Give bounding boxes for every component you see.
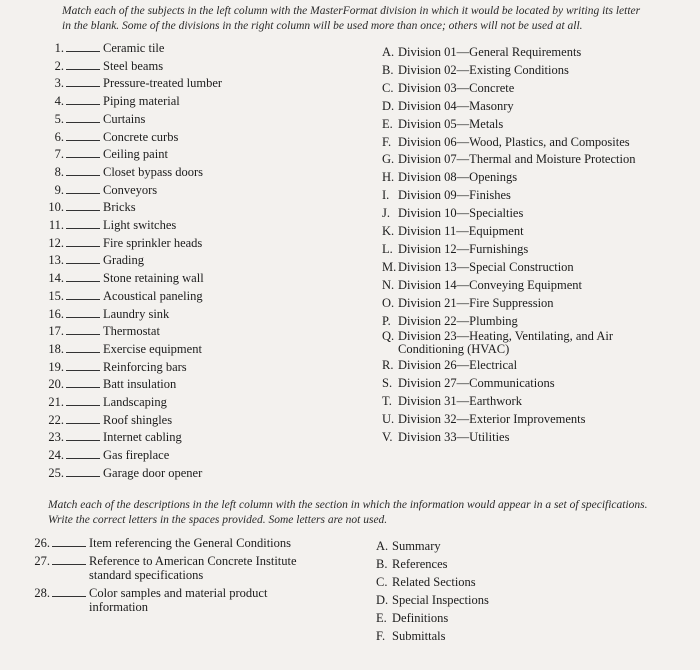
question-text: Steel beams (103, 58, 164, 73)
answer-blank[interactable] (66, 429, 100, 441)
question-text: Gas fireplace (103, 448, 170, 463)
section-option (376, 592, 489, 608)
division-option (382, 259, 574, 275)
option-letter: H. (382, 170, 395, 185)
question-number: 8. (54, 164, 64, 179)
option-letter: I. (382, 188, 390, 203)
option-letter: E. (376, 611, 387, 625)
option-text: Division 32—Exterior Improvements (398, 412, 586, 426)
question-number: 13. (48, 253, 64, 268)
division-option (382, 116, 503, 132)
option-letter: E. (382, 116, 393, 131)
option-letter: M. (382, 259, 397, 274)
option-text: Division 05—Metals (398, 116, 504, 131)
option-text: Division 01—General Requirements (398, 45, 582, 59)
answer-blank[interactable] (66, 465, 100, 477)
option-letter: Q. (382, 329, 395, 344)
option-letter: V. (382, 429, 393, 444)
division-option (382, 393, 522, 409)
answer-blank[interactable] (66, 252, 100, 264)
answer-blank[interactable] (52, 553, 86, 565)
option-letter: C. (376, 575, 388, 589)
question-text: Bricks (103, 200, 136, 215)
answer-blank[interactable] (66, 93, 100, 105)
question-text: Garage door opener (103, 465, 203, 480)
question-text: Batt insulation (103, 377, 177, 392)
answer-blank[interactable] (66, 217, 100, 229)
question-number: 18. (48, 341, 64, 356)
question-text: Thermostat (103, 324, 160, 339)
answer-blank[interactable] (66, 394, 100, 406)
question-row (42, 58, 163, 74)
option-text: Division 03—Concrete (398, 80, 515, 95)
question-number: 3. (54, 76, 64, 91)
option-text: Division 12—Furnishings (398, 241, 529, 256)
answer-blank[interactable] (66, 75, 100, 87)
division-option (382, 375, 555, 391)
question-text: Reference to American Concrete Institute (89, 554, 297, 568)
option-letter: J. (382, 206, 390, 221)
option-text: Division 07—Thermal and Moisture Protection (398, 152, 636, 167)
option-letter: D. (376, 593, 389, 607)
answer-blank[interactable] (66, 58, 100, 70)
division-option (382, 80, 514, 96)
answer-blank[interactable] (66, 270, 100, 282)
question-row (42, 40, 164, 56)
answer-blank[interactable] (66, 164, 100, 176)
option-letter: N. (382, 277, 395, 292)
question-number: 21. (48, 395, 64, 409)
division-option (382, 187, 511, 203)
question-row (42, 465, 202, 481)
option-letter: K. (382, 224, 395, 238)
question-text: Ceiling paint (103, 147, 168, 162)
option-letter: F. (376, 629, 386, 643)
question-text: Concrete curbs (103, 129, 179, 144)
option-text: Division 14—Conveying Equipment (398, 277, 583, 292)
answer-blank[interactable] (52, 535, 86, 547)
option-letter: A. (382, 45, 395, 59)
answer-blank[interactable] (66, 306, 100, 318)
option-text-continued: Conditioning (HVAC) (398, 342, 510, 357)
option-text: Division 04—Masonry (398, 98, 514, 113)
division-option (382, 44, 581, 60)
answer-blank[interactable] (66, 199, 100, 211)
answer-blank[interactable] (66, 412, 100, 424)
question-row (42, 394, 167, 410)
option-text: Summary (392, 539, 441, 553)
question-text: Curtains (103, 111, 146, 126)
option-text: Division 27—Communications (398, 376, 555, 391)
option-letter: U. (382, 412, 395, 426)
question-row (42, 429, 182, 445)
question-text: Piping material (103, 94, 180, 109)
answer-blank[interactable] (66, 146, 100, 158)
question-text: Light switches (103, 218, 177, 232)
option-text: Division 11—Equipment (398, 224, 524, 238)
question-number: 24. (48, 448, 64, 463)
question-number: 12. (48, 235, 64, 250)
question-row (42, 288, 203, 304)
question-row (42, 93, 180, 109)
option-text: Division 33—Utilities (398, 429, 510, 444)
question-row (42, 164, 203, 180)
question-row (42, 199, 136, 215)
question-text: Grading (103, 253, 144, 268)
option-text: Division 26—Electrical (398, 358, 518, 373)
question-number: 2. (54, 58, 64, 73)
division-option (382, 223, 524, 239)
answer-blank[interactable] (66, 182, 100, 194)
question-text-continued: information (89, 600, 149, 614)
question-text: Laundry sink (103, 306, 170, 321)
division-option (382, 277, 582, 293)
division-option (382, 151, 635, 167)
question-row (28, 535, 291, 550)
division-option (382, 429, 509, 445)
division-option (382, 330, 613, 356)
option-text: Division 22—Plumbing (398, 313, 518, 328)
division-option (382, 134, 630, 150)
option-text: Submittals (392, 629, 446, 643)
question-number: 9. (54, 182, 64, 197)
question-row (28, 553, 297, 582)
question-text: Closet bypass doors (103, 164, 203, 179)
question-text: Landscaping (103, 395, 167, 409)
option-letter: C. (382, 80, 394, 95)
question-text: Stone retaining wall (103, 271, 204, 286)
question-row (42, 376, 176, 392)
question-row (42, 75, 222, 91)
section-option (376, 538, 441, 554)
question-number: 10. (48, 200, 64, 215)
question-text: Fire sprinkler heads (103, 235, 203, 250)
division-option (382, 62, 569, 78)
question-number: 16. (48, 306, 64, 321)
question-text: Conveyors (103, 182, 158, 197)
answer-blank[interactable] (66, 341, 100, 353)
question-row (42, 182, 157, 198)
question-text: Reinforcing bars (103, 359, 187, 374)
question-number: 17. (48, 324, 64, 339)
question-number: 7. (54, 147, 64, 162)
section1-instructions: Match each of the subjects in the left column with the MasterFormat division in which it would be located by writing its letter in the blank. Some of the divisions in the right column will be used more than once; others will not be used at all. (62, 5, 641, 32)
division-option (382, 98, 514, 114)
question-number: 19. (48, 359, 64, 374)
division-option (382, 357, 517, 373)
question-number: 20. (48, 377, 64, 392)
option-text: Division 08—Openings (398, 170, 518, 185)
answer-blank[interactable] (66, 129, 100, 141)
option-letter: G. (382, 152, 395, 167)
question-row (42, 306, 169, 322)
question-number: 5. (54, 111, 64, 126)
option-text: Division 21—Fire Suppression (398, 295, 554, 310)
question-row (42, 359, 187, 375)
answer-blank[interactable] (66, 235, 100, 247)
option-text: Division 09—Finishes (398, 188, 511, 203)
option-letter: L. (382, 241, 393, 256)
question-text: Color samples and material product (89, 586, 268, 600)
question-text: Pressure-treated lumber (103, 76, 223, 91)
option-text: Division 10—Specialties (398, 206, 524, 221)
option-letter: F. (382, 134, 392, 149)
question-row (28, 585, 267, 614)
division-option (382, 295, 554, 311)
question-text: Roof shingles (103, 412, 173, 427)
question-text: Acoustical paneling (103, 288, 203, 303)
option-text: Definitions (392, 611, 449, 625)
question-row (42, 323, 160, 339)
question-row (42, 412, 172, 428)
option-letter: D. (382, 98, 395, 113)
division-option (382, 313, 518, 329)
question-row (42, 217, 176, 233)
answer-blank[interactable] (66, 376, 100, 388)
answer-blank[interactable] (52, 585, 86, 597)
answer-blank[interactable] (66, 111, 100, 123)
option-letter: B. (376, 557, 388, 571)
answer-blank[interactable] (66, 323, 100, 335)
option-text: Related Sections (392, 575, 476, 589)
question-number: 11. (48, 218, 64, 232)
question-row (42, 447, 169, 463)
question-number: 27. (34, 554, 50, 568)
question-number: 25. (48, 465, 64, 480)
option-letter: A. (376, 539, 389, 553)
option-letter: B. (382, 62, 394, 77)
option-text: Division 06—Wood, Plastics, and Composites (398, 134, 630, 149)
question-text: Item referencing the General Conditions (89, 536, 292, 550)
question-row (42, 235, 202, 251)
question-number: 1. (54, 41, 64, 55)
question-text-continued: standard specifications (89, 568, 204, 582)
question-text: Exercise equipment (103, 341, 202, 356)
option-letter: O. (382, 295, 395, 310)
option-text: Division 02—Existing Conditions (398, 62, 569, 77)
question-row (42, 146, 168, 162)
question-row (42, 111, 145, 127)
question-row (42, 341, 202, 357)
question-number: 28. (34, 586, 50, 600)
question-number: 4. (54, 94, 64, 109)
option-text: Division 23—Heating, Ventilating, and Air (398, 329, 614, 344)
question-number: 22. (48, 412, 64, 427)
division-option (382, 241, 528, 257)
section-option (376, 574, 476, 590)
question-number: 15. (48, 288, 64, 303)
question-row (42, 252, 144, 268)
option-text: References (392, 557, 448, 571)
option-letter: P. (382, 313, 391, 328)
option-text: Division 31—Earthwork (398, 394, 522, 409)
question-row (42, 129, 178, 145)
division-option (382, 205, 523, 221)
section2-instructions: Match each of the descriptions in the left column with the section in which the information would appear in a set of specifications. Write the correct letters in the spaces provided. Some letters are not used. (48, 499, 648, 526)
option-letter: S. (382, 376, 393, 391)
option-text: Special Inspections (392, 593, 489, 607)
answer-blank[interactable] (66, 40, 100, 52)
question-number: 6. (54, 129, 64, 144)
answer-blank[interactable] (66, 447, 100, 459)
section-option (376, 556, 448, 572)
question-number: 26. (34, 536, 50, 550)
section-option (376, 628, 445, 644)
division-option (382, 411, 585, 427)
option-letter: R. (382, 358, 394, 373)
question-text: Internet cabling (103, 430, 182, 445)
section-option (376, 610, 448, 626)
question-number: 14. (48, 271, 64, 286)
answer-blank[interactable] (66, 288, 100, 300)
question-text: Ceramic tile (103, 41, 165, 55)
question-number: 23. (48, 430, 64, 445)
question-row (42, 270, 204, 286)
division-option (382, 169, 517, 185)
option-text: Division 13—Special Construction (398, 259, 574, 274)
option-letter: T. (382, 394, 392, 409)
answer-blank[interactable] (66, 359, 100, 371)
